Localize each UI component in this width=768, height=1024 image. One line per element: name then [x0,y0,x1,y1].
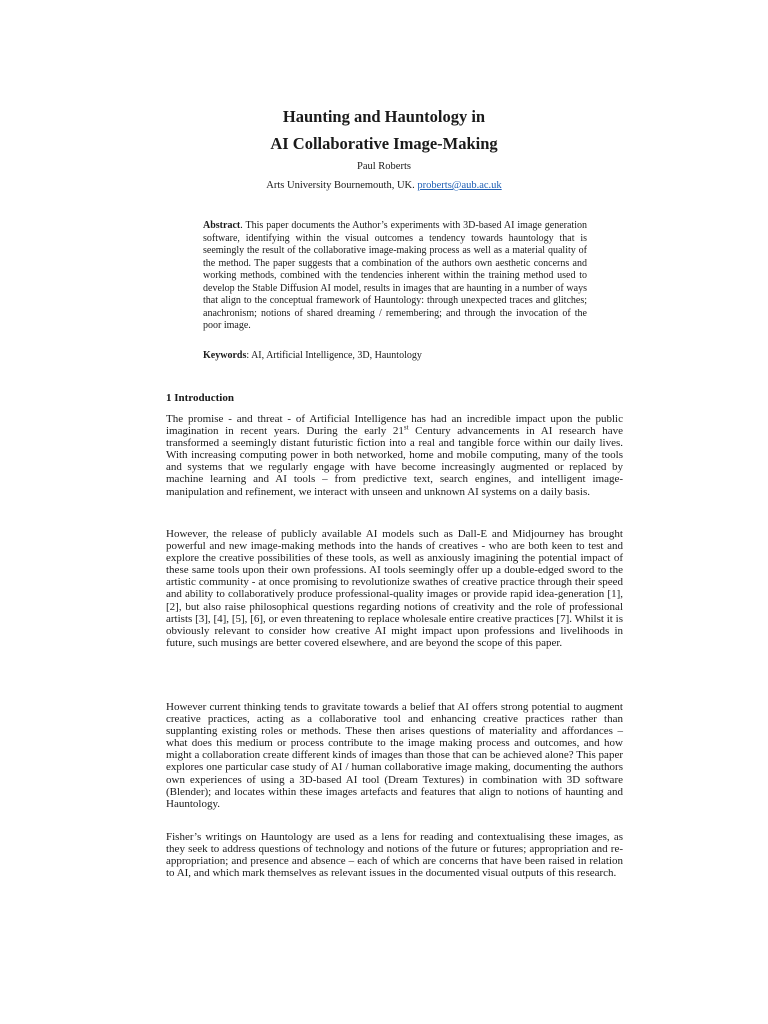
intro-p1-text-a: The promise - and threat - of Artificial Intelligence has had an incredible impact upon the public imagination in recent years. During the early 21 [166,413,623,438]
keywords-label: Keywords [203,350,247,361]
intro-paragraph-4: Fisher’s writings on Hauntology are used as a lens for reading and contextualising these images, as they seek to address questions of technology and notions of the future or futures; appropriation and re-appropriation; and presence and absence – each of which are concerns that have been raised in relation to AI, and which mark themselves as relevant issues in the documented visual outputs of this research. [166,831,623,880]
abstract [203,220,587,333]
abstract-label: Abstract [203,220,241,231]
section-heading-introduction: 1 Introduction [166,392,234,404]
author-email-link[interactable]: proberts@aub.ac.uk [417,180,502,191]
intro-p1-text-b: Century advancements in AI research have transformed a seemingly distant futuristic fiction into a real and tangible force within our daily lives. With increasing computing power in both networked, home and mobile computing, many of the tools and systems that we regularly engage with have become increasingly augmented or replaced by machine learning and AI tools – from predictive text, search engines, and intelligent image-manipulation and refinement, we interact with unseen and unknown AI systems on a daily basis. [166,425,624,498]
keywords-text: : AI, Artificial Intelligence, 3D, Hauntology [246,350,422,361]
keywords [203,349,587,362]
intro-p1-superscript: st [403,423,409,432]
intro-paragraph-2: However, the release of publicly available AI models such as Dall-E and Midjourney has brought powerful and new image-making methods into the hands of creatives - who are both keen to test and explore the creative possibilities of these tools, as well as anxiously imagining the potential impact of these same tools upon their own professions. AI tools seemingly offer up a double-edged sword to the artistic community - at once promising to revolutionize swathes of creative practice through their speed and ability to collaboratively produce professional-quality images or provide rapid idea-generation [1], [2], but also raise philosophical questions regarding notions of creativity and the role of professional artists [3], [4], [5], [6], or even threatening to replace wholesale entire creative practices [7]. Whilst it is obviously relevant to consider how creative AI might impact upon professions and livelihoods in future, such musings are better covered elsewhere, and are beyond the scope of this paper. [166,528,623,649]
author-affiliation [0,179,768,192]
intro-paragraph-3: However current thinking tends to gravitate towards a belief that AI offers strong potential to augment creative practices, acting as a collaborative tool and enhancing creative practices rather than supplanting existing roles or methods. These then arises questions of materiality and affordances – what does this medium or process contribute to the image making process and outcomes, and how might a collaboration create different kinds of images than those that can be achieved alone? This paper explores one particular case study of AI / human collaborative image making, documenting the authors own experiences of using a 3D-based AI tool (Dream Textures) in combination with 3D software (Blender); and locates within these images artefacts and features that align to notions of haunting and Hauntology. [166,701,623,810]
abstract-text: . This paper documents the Author’s experiments with 3D-based AI image generation software, identifying within the visual outcomes a tendency towards hauntology that is seemingly the result of the collaborative image-making process as well as a material quality of the method. The paper suggests that a combination of the authors own aesthetic concerns and working methods, combined with the tendencies inherent within the training method used to develop the Stable Diffusion AI model, results in images that are haunting in a number of ways that align to the conceptual framework of Hauntology: through unexpected traces and glitches; anachronism; notions of shared dreaming / remembering; and through the invocation of the poor image. [203,220,587,331]
intro-paragraph-1 [166,413,623,498]
author-name: Paul Roberts [357,161,411,172]
affiliation-text: Arts University Bournemouth, UK. [266,180,418,191]
paper-title-line-1: Haunting and Hauntology in [282,107,486,126]
paper-title-line-2: AI Collaborative Image-Making [270,134,498,153]
